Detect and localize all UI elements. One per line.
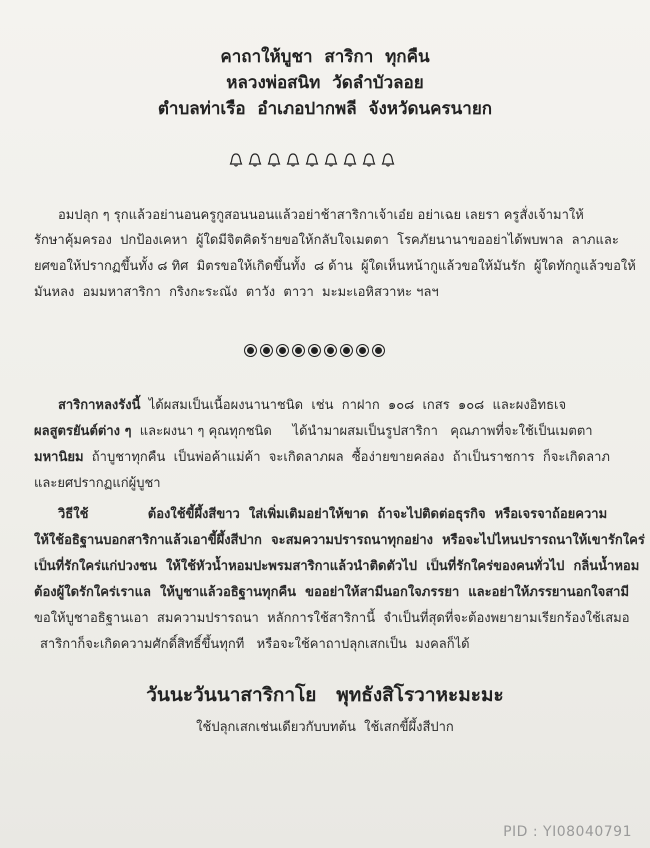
paragraph-1-line-3: ยศขอให้ปรากฏขึ้นทั้ง ๘ ทิศ มิตรขอให้เกิดขึ้นทั้ง ๘ ด้าน ผู้ใดเห็นหน้ากูแล้วขอให้มันรัก ผู้ใดทักกูแล้วขอให้ — [34, 259, 636, 274]
chant-verse: วันนะวันนาสาริกาโย พุทธังสิโรวาหะมะมะ — [146, 684, 504, 706]
paragraph-2-line-3 — [34, 445, 610, 471]
paragraph-2-line-1-bold: สาริกาหลงรังนี้ — [58, 398, 141, 413]
dot-icon — [308, 344, 321, 357]
bell-icon — [342, 152, 358, 168]
bell-icon — [323, 152, 339, 168]
paragraph-3-line-6: สาริกาก็จะเกิดความศักดิ์สิทธิ์ขึ้นทุกที หรือจะใช้คาถาปลุกเสกเป็น มงคลก็ได้ — [40, 637, 470, 652]
dot-ornament-row — [244, 344, 385, 357]
watermark-id: PID : YI08040791 — [503, 824, 632, 840]
paragraph-2-line-2 — [34, 419, 593, 445]
paragraph-3-line-5: ขอให้บูชาอธิฐานเอา สมความปรารถนา หลักการใช้สาริกานี้ จำเป็นที่สุดที่จะต้องพยายามเรียกร้องใช้เสมอ — [34, 611, 630, 626]
paragraph-2-line-1 — [58, 393, 566, 419]
paragraph-2-line-3-bold: มหานิยม — [34, 450, 84, 465]
bell-icon — [361, 152, 377, 168]
dot-icon — [276, 344, 289, 357]
dot-icon — [324, 344, 337, 357]
bell-icon — [228, 152, 244, 168]
paragraph-1-line-4: มันหลง อมมหาสาริกา กริงกะระณัง ตาวัง ตาวา มะมะเอหิสวาหะ ฯลฯ — [34, 285, 439, 300]
paragraph-3-line-2: ให้ใช้อธิฐานบอกสาริกาแล้วเอาขี้ผึ้งสีปาก จะสมความปรารถนาทุกอย่าง หรือจะไปไหนปรารถนาให้เขารักใคร่ — [34, 533, 645, 548]
dot-icon — [292, 344, 305, 357]
paragraph-2-line-1-rest: ได้ผสมเป็นเนื้อผงนานาชนิด เช่น กาฝาก ๑๐๘ เกสร ๑๐๘ และผงอิทธเจ — [140, 398, 567, 413]
paragraph-1-line-1: อมปลุก ๆ รุกแล้วอย่านอนครูกูสอนนอนแล้วอย่าช้าสาริกาเจ้าเอ๋ย อย่าเฉย เลยรา ครูสั่งเจ้ามาให้ — [58, 208, 584, 223]
footer-note: ใช้ปลุกเสกเช่นเดียวกับบทต้น ใช้เสกขี้ผึ้งสีปาก — [196, 720, 454, 735]
bell-ornament-row — [228, 152, 396, 168]
bell-icon — [304, 152, 320, 168]
dot-icon — [372, 344, 385, 357]
bell-icon — [266, 152, 282, 168]
paragraph-2-line-4: และยศปรากฏแก่ผู้บูชา — [34, 476, 161, 491]
dot-icon — [356, 344, 369, 357]
paragraph-3-line-4: ต้องผู้ใดรักใคร่เราแล ให้บูชาแล้วอธิฐานทุกคืน ขออย่าให้สามีนอกใจภรรยา และอย่าให้ภรรยานอกใจสามี — [34, 585, 630, 600]
dot-icon — [244, 344, 257, 357]
paragraph-3-line-1: ต้องใช้ขี้ผึ้งสีขาว ใส่เพิ่มเติมอย่าให้ขาด ถ้าจะไปติดต่อธุรกิจ หรือเจรจาถ้อยความ — [98, 507, 608, 522]
title-line-2: หลวงพ่อสนิท วัดลำบัวลอย — [226, 73, 424, 93]
title-line-3: ตำบลท่าเรือ อำเภอปากพลี จังหวัดนครนายก — [157, 99, 493, 119]
paragraph-2-line-2-rest: และผงนา ๆ คุณทุกชนิด ได้นำมาผสมเป็นรูปสาริกา คุณภาพที่จะใช้เป็นเมตตา — [131, 424, 593, 439]
dot-icon — [340, 344, 353, 357]
bell-icon — [285, 152, 301, 168]
paragraph-1-line-2: รักษาคุ้มครอง ปกป้องเคหา ผู้ใดมีจิตคิดร้ายขอให้กลับใจเมตตา โรคภัยนานาขออย่าได้พบพาล ลาภและ — [34, 233, 619, 248]
bell-icon — [247, 152, 263, 168]
title-line-1: คาถาให้บูชา สาริกา ทุกคืน — [220, 47, 430, 67]
paragraph-3-line-3: เป็นที่รักใคร่แก่ปวงชน ให้ใช้หัวน้ำหอมปะพรมสาริกาแล้วนำติดตัวไป เป็นที่รักใคร่ของคนทั่วไป กลิ่นน้ำหอม — [34, 559, 640, 574]
paragraph-2-line-2-bold: ผลสูตรยันต์ต่าง ๆ — [34, 424, 132, 439]
dot-icon — [260, 344, 273, 357]
bell-icon — [380, 152, 396, 168]
paragraph-2-line-3-rest: ถ้าบูชาทุกคืน เป็นพ่อค้าแม่ค้า จะเกิดลาภผล ซื้อง่ายขายคล่อง ถ้าเป็นราชการ ก็จะเกิดลาภ — [83, 450, 610, 465]
title-block — [0, 44, 650, 122]
usage-label: วิธีใช้ — [58, 507, 89, 522]
